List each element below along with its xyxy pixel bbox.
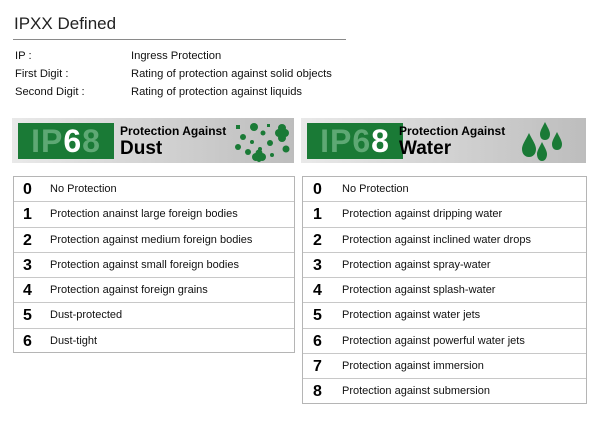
rating-desc: Dust-protected [50,309,123,322]
definition-desc: Ingress Protection [131,50,222,62]
water-heading [399,125,505,160]
rating-digit: 4 [23,282,32,300]
rating-digit: 4 [313,282,322,300]
table-row [303,329,586,354]
rating-digit: 6 [23,332,32,350]
water-drops-icon [519,119,567,163]
rating-desc: Protection against foreign grains [50,284,208,297]
rating-desc: Protection against powerful water jets [342,334,525,347]
rating-desc: Protection against water jets [342,309,481,322]
rating-desc: Dust-tight [50,334,98,347]
table-row [14,228,294,253]
dust-banner [12,118,294,163]
table-row [14,303,294,328]
rating-desc: Protection against immersion [342,360,484,373]
rating-desc: Protection anainst large foreign bodies [50,208,238,221]
rating-desc: Protection against dripping water [342,208,503,221]
definition-row [15,65,415,83]
table-row [14,278,294,303]
title-divider [13,39,346,40]
definition-desc: Rating of protection against liquids [131,86,303,98]
table-row [303,177,586,202]
table-row [303,228,586,253]
rating-digit: 1 [23,206,32,224]
dust-heading [120,125,226,160]
table-row [14,253,294,278]
rating-digit: 5 [23,307,32,325]
rating-desc: Protection against medium foreign bodies [50,233,253,246]
table-row [14,177,294,202]
definition-row [15,47,415,65]
rating-digit: 3 [313,256,322,274]
water-heading-big: Water [399,138,452,159]
rating-digit: 2 [23,231,32,249]
water-heading-small: Protection Against [399,124,506,138]
code-suffix: 8 [82,123,101,159]
ipx8-code-badge [307,123,403,159]
definition-row [15,83,415,101]
table-row [14,329,294,354]
definition-term: First Digit : [15,68,69,80]
table-row [303,253,586,278]
dust-heading-small: Protection Against [120,124,227,138]
rating-digit: 5 [313,307,322,325]
water-banner [301,118,586,163]
table-row [303,379,586,404]
dust-rating-table [13,176,295,353]
table-row [303,354,586,379]
rating-desc: No Protection [342,183,409,195]
rating-digit: 8 [313,383,322,401]
code-highlight: 6 [63,123,83,159]
definition-term: IP : [15,50,32,62]
rating-digit: 0 [313,181,322,198]
definitions-list [15,47,415,101]
rating-digit: 6 [313,332,322,350]
definition-term: Second Digit : [15,86,85,98]
page-title: IPXX Defined [14,14,117,33]
code-prefix: IP [31,123,64,159]
code-prefix: IP6 [320,123,372,159]
rating-digit: 2 [313,231,322,249]
rating-desc: Protection against small foreign bodies [50,258,239,271]
rating-desc: Protection against spray-water [342,258,491,271]
dust-heading-big: Dust [120,138,163,159]
code-highlight: 8 [371,123,390,159]
table-row [14,202,294,227]
dust-particles-icon [234,122,292,162]
rating-desc: Protection against splash-water [342,284,496,297]
table-row [303,278,586,303]
table-row [303,303,586,328]
rating-digit: 0 [23,181,32,198]
rating-desc: Protection against submersion [342,385,490,398]
definition-desc: Rating of protection against solid objects [131,68,332,80]
rating-desc: No Protection [50,183,117,195]
rating-desc: Protection against inclined water drops [342,233,531,246]
rating-digit: 3 [23,256,32,274]
rating-digit: 1 [313,206,322,224]
water-rating-table [302,176,587,404]
table-row [303,202,586,227]
ip6x-code-badge [18,123,114,159]
rating-digit: 7 [313,358,322,376]
